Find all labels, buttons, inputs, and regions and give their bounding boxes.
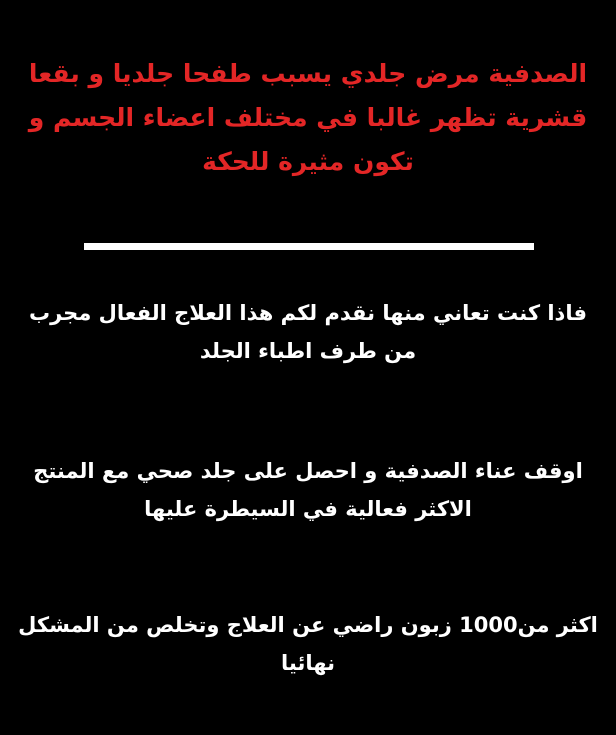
paragraph-healthy-skin: اوقف عناء الصدفية و احصل على جلد صحي مع المنتج الاكثر فعالية في السيطرة عليها [33,459,583,521]
paragraph-treatment-offer: فاذا كنت تعاني منها نقدم لكم هذا العلاج الفعال مجرب من طرف اطباء الجلد [29,301,587,363]
paragraph-satisfied-customers: اكثر من1000 زبون راضي عن العلاج وتخلص من المشكل نهائيا [18,613,598,675]
intro-heading: الصدفية مرض جلدي يسبب طفحا جلديا و بقعا قشرية تظهر غالبا في مختلف اعضاء الجسم و تكون مثيرة للحكة [28,59,588,176]
divider-line [84,243,534,250]
